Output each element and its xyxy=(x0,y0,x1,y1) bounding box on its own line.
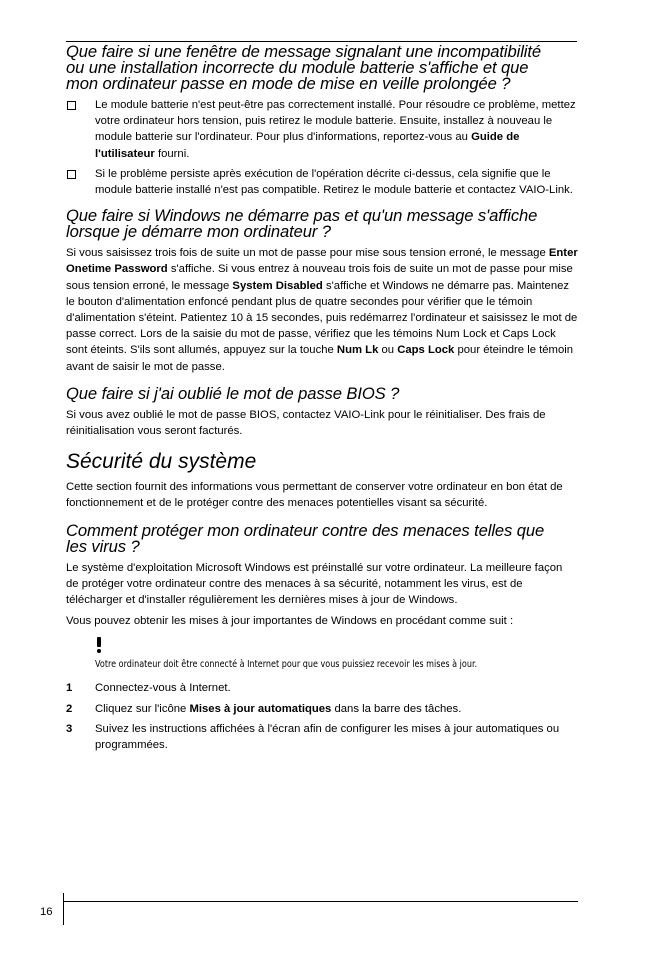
bold-text: System Disabled xyxy=(232,279,323,292)
heading-line: les virus ? xyxy=(66,536,140,556)
step-number: 1 xyxy=(66,682,73,695)
text-run: s'affiche. Si vous entrez à nouveau trois fois de suite un mot de passe pour mise sous tension erroné, le message xyxy=(66,263,573,292)
note-block xyxy=(66,637,578,672)
step-text: Suivez les instructions affichées à l'écran afin de configurer les mises à jour automatiques ou programmées. xyxy=(95,722,560,752)
bullet-item xyxy=(66,166,578,198)
checkbox-bullet-icon xyxy=(67,101,76,110)
step-number: 2 xyxy=(66,702,73,715)
heading-line: Comment protéger mon ordinateur contre des menaces telles que xyxy=(66,520,545,540)
bullet-text: Si le problème persiste après exécution de l'opération décrite ci-dessus, cela signifie que le module batterie installé n'est pas compatible. Retirez le module batterie et contactez VAIO-Link. xyxy=(95,167,573,197)
paragraph-bios: Si vous avez oublié le mot de passe BIOS, contactez VAIO-Link pour le réinitialiser. Des frais de réinitialisation vous seront facturés. xyxy=(66,408,546,438)
text-run: pour éteindre le témoin avant de saisir le mot de passe. xyxy=(66,344,574,373)
heading-bios-password: Que faire si j'ai oublié le mot de passe BIOS ? xyxy=(66,383,400,403)
step-text: Connectez-vous à Internet. xyxy=(95,682,231,695)
note-text: Votre ordinateur doit être connecté à Internet pour que vous puissiez recevoir les mises à jour. xyxy=(95,659,478,671)
footer-rule xyxy=(63,901,578,902)
heading-line: Que faire si une fenêtre de message signalant une incompatibilité xyxy=(66,42,542,61)
bold-text: Num Lk xyxy=(336,344,379,357)
text-run: s'affiche et Windows ne démarre pas. Maintenez le bouton d'alimentation enfoncé pendant plus de quatre secondes pour vérifier que le témoin d'alimentation s'éteint. Patientez 10 à 15 secondes, puis redémarrez l'ordinateur et saisissez le mot de passe correct. Lors de la saisie du mot de passe, vérifiez que les témoins Num Lock et Caps Lock sont éteints. S'ils sont allumés, appuyez sur la touche xyxy=(66,279,578,357)
heading-windows-no-start xyxy=(66,208,578,240)
step-item xyxy=(66,701,578,717)
step-number: 3 xyxy=(66,722,73,735)
step-item xyxy=(66,721,578,753)
bullet-item xyxy=(66,97,578,162)
paragraph-windows-updates: Le système d'exploitation Microsoft Windows est préinstallé sur votre ordinateur. La meilleure façon de protéger votre ordinateur contre des menaces à sa sécurité, notamment les virus, est de télécharger et d'installer régulièrement les dernières mises à jour de Windows. xyxy=(66,561,563,607)
bullet-text: fourni. xyxy=(154,147,190,160)
heading-battery-incompatibility xyxy=(66,44,578,92)
text-run: ou xyxy=(378,344,398,357)
page-number: 16 xyxy=(40,906,53,918)
text-run: Si vous saisissez trois fois de suite un mot de passe pour mise sous tension erroné, le message xyxy=(66,247,549,260)
bullet-text: Le module batterie n'est peut-être pas correctement installé. Pour résoudre ce problème, mettez votre ordinateur hors tension, puis retirez le module batterie. Ensuite, installez à nouveau le module batterie sur l'ordinateur. Pour plus d'informations, reportez-vous au xyxy=(95,99,576,144)
step-bold-text: Mises à jour automatiques xyxy=(189,702,332,715)
heading-line: lorsque je démarre mon ordinateur ? xyxy=(66,222,331,242)
checkbox-bullet-icon xyxy=(67,170,76,179)
paragraph-security-intro: Cette section fournit des informations vous permettant de conserver votre ordinateur en bon état de fonctionnement et de le protéger contre des menaces potentielles visant sa sécurité. xyxy=(66,481,563,510)
heading-line: ou une installation incorrecte du module batterie s'affiche et que xyxy=(66,58,529,77)
heading-virus-protection xyxy=(66,520,578,556)
footer-divider xyxy=(63,893,64,925)
bold-text: Caps Lock xyxy=(397,344,455,357)
paragraph-updates-steps-intro: Vous pouvez obtenir les mises à jour importantes de Windows en procédant comme suit : xyxy=(66,615,514,628)
paragraph-password xyxy=(66,245,578,375)
heading-line: Que faire si Windows ne démarre pas et qu'un message s'affiche xyxy=(66,206,538,226)
bold-text: Enter Onetime Password xyxy=(66,247,578,276)
step-text: dans la barre des tâches. xyxy=(331,702,462,715)
bullet-bold-text: Guide de l'utilisateur xyxy=(95,131,520,160)
step-text: Cliquez sur l'icône xyxy=(95,702,190,715)
heading-line: mon ordinateur passe en mode de mise en veille prolongée ? xyxy=(66,74,511,93)
step-item xyxy=(66,680,578,696)
exclamation-icon xyxy=(95,637,103,653)
heading-system-security: Sécurité du système xyxy=(66,450,257,474)
page-content xyxy=(66,44,578,757)
